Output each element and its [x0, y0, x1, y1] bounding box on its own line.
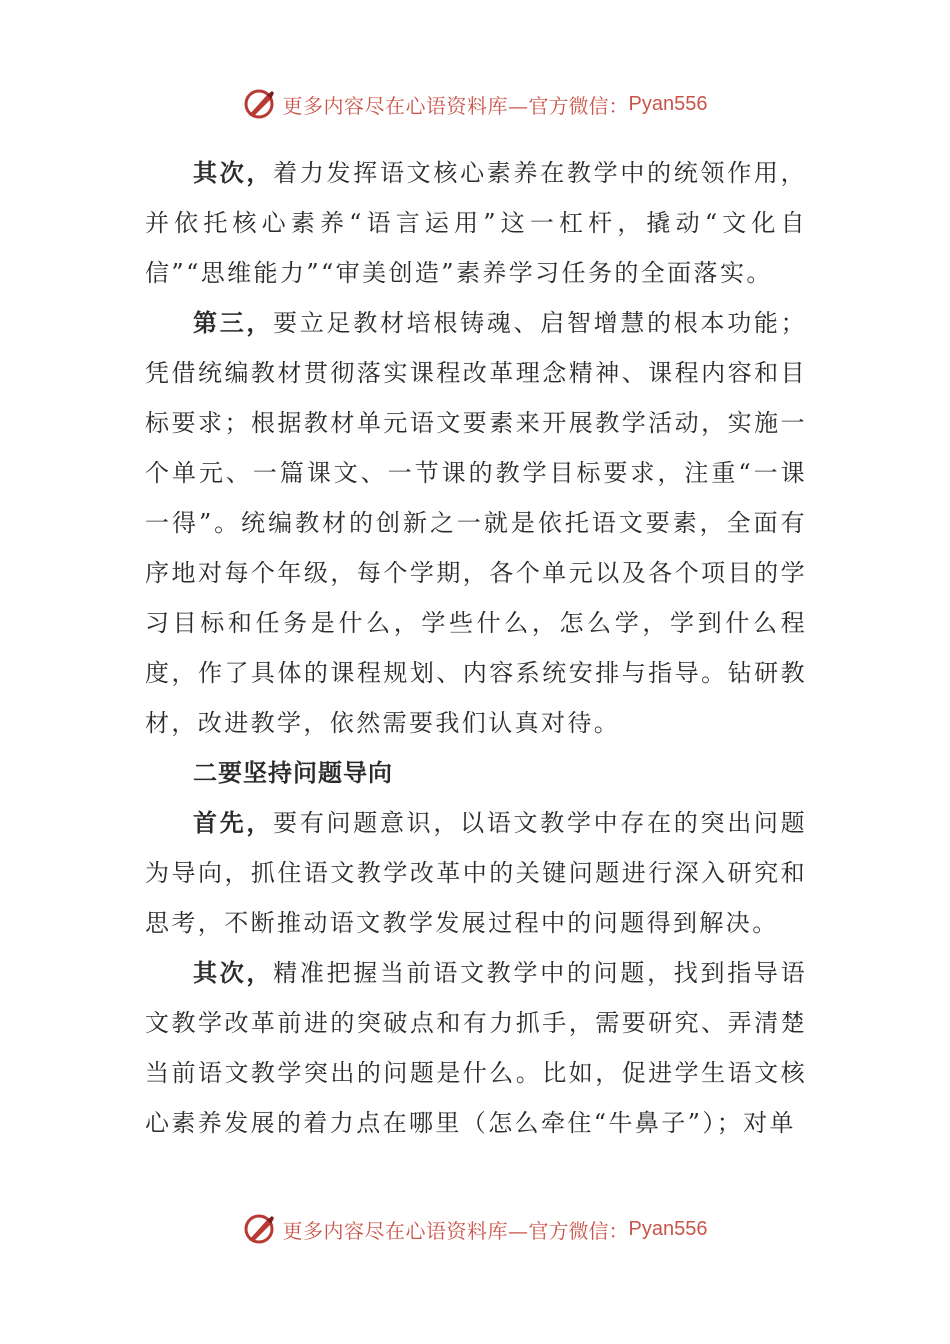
banner-wechat-label: 官方微信：: [528, 1218, 629, 1243]
banner-text: 更多内容尽在心语资料库—: [282, 1218, 529, 1243]
paragraph: [145, 948, 807, 1148]
banner-wechat-id: Pyan556: [628, 92, 708, 115]
footer-watermark-banner: [0, 1209, 950, 1249]
section-heading: 二要坚持问题导向: [193, 758, 393, 787]
paragraph-text: 要立足教材培根铸魂、启智增慧的根本功能；凭借统编教材贯彻落实课程改革理念精神、课程内容和目标要求；根据教材单元语文要素来开展教学活动，实施一个单元、一篇课文、一节课的教学目标要求，注重“一课一得”。统编教材的创新之一就是依托语文要素，全面有序地对每个年级，每个学期，各个单元以及各个项目的学习目标和任务是什么，学些什么，怎么学，学到什么程度，作了具体的课程规划、内容系统安排与指导。钻研教材，改进教学，依然需要我们认真对待。: [145, 309, 808, 737]
banner-text: 更多内容尽在心语资料库—: [282, 93, 529, 118]
paragraph-lead: 第三，: [193, 308, 274, 337]
document-body: [145, 148, 807, 1148]
paragraph: [145, 298, 807, 748]
banner-wechat-label: 官方微信：: [528, 93, 629, 118]
paragraph-lead: 其次，: [193, 958, 274, 987]
banner-wechat-id: Pyan556: [628, 1217, 708, 1240]
paragraph-lead: 首先，: [193, 808, 274, 837]
paragraph: [145, 148, 807, 298]
pen-logo-icon: [243, 1212, 277, 1246]
header-watermark-banner: [0, 84, 950, 124]
paragraph-text: 精准把握当前语文教学中的问题，找到指导语文教学改革前进的突破点和有力抓手，需要研究、弄清楚当前语文教学突出的问题是什么。比如，促进学生语文核心素养发展的着力点在哪里（怎么牵住“牛鼻子”）；对单: [145, 959, 808, 1137]
paragraph-text: 着力发挥语文核心素养在教学中的统领作用，并依托核心素养“语言运用”这一杠杆，撬动“文化自信”“思维能力”“审美创造”素养学习任务的全面落实。: [145, 159, 808, 287]
paragraph-lead: 其次，: [193, 158, 274, 187]
paragraph-text: 要有问题意识，以语文教学中存在的突出问题为导向，抓住语文教学改革中的关键问题进行深入研究和思考，不断推动语文教学发展过程中的问题得到解决。: [145, 809, 808, 937]
pen-logo-icon: [243, 87, 277, 121]
paragraph: [145, 798, 807, 948]
